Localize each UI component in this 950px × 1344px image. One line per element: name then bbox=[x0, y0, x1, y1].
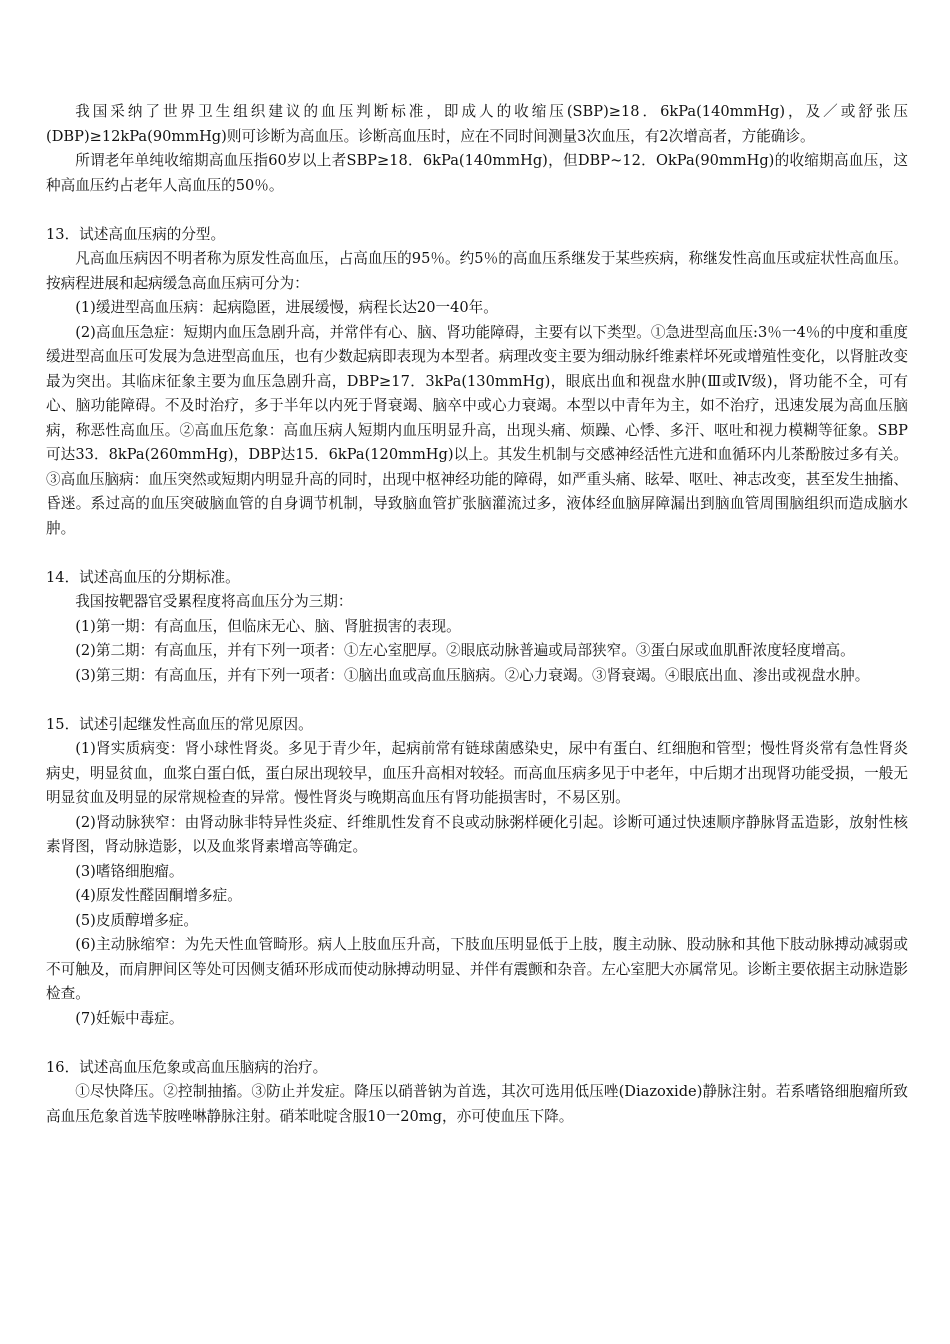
question-13-paragraph-3: (2)高血压急症：短期内血压急剧升高，并常伴有心、脑、肾功能障碍，主要有以下类型。①急进型高血压:3％一4％的中度和重度缓进型高血压可发展为急进型高血压，也有少数起病即表现为本型者。病理改变主要为细动脉纤维素样坏死或增殖性变化，以肾脏改变最为突出。其临床征象主要为血压急剧升高，DBP≥17．3kPa(130mmHg)，眼底出血和视盘水肿(Ⅲ或Ⅳ级)，肾功能不全，可有心、脑功能障碍。不及时治疗，多于半年以内死于肾衰竭、脑卒中或心力衰竭。本型以中青年为主，如不治疗，迅速发展为高血压脑病，称恶性高血压。②高血压危象：高血压病人短期内血压明显升高，出现头痛、烦躁、心悸、多汗、呕吐和视力模糊等征象。SBP可达33．8kPa(260mmHg)，DBP达15．6kPa(120mmHg)以上。其发生机制与交感神经活性亢进和血循环内儿茶酚胺过多有关。③高血压脑病：血压突然或短期内明显升高的同时，出现中枢神经功能的障碍，如严重头痛、眩晕、呕吐、神志改变，甚至发生抽搐、昏迷。系过高的血压突破脑血管的自身调节机制，导致脑血管扩张脑灌流过多，液体经血脑屏障漏出到脑血管周围脑组织而造成脑水肿。 bbox=[46, 323, 908, 537]
intro-paragraph-2: 所谓老年单纯收缩期高血压指60岁以上者SBP≥18．6kPa(140mmHg)，但DBP~12．OkPa(90mmHg)的收缩期高血压，这种高血压约占老年人高血压的50％。 bbox=[46, 152, 908, 194]
question-14-paragraph-4: (3)第三期：有高血压，并有下列一项者：①脑出血或高血压脑病。②心力衰竭。③肾衰竭。④眼底出血、渗出或视盘水肿。 bbox=[75, 666, 870, 684]
question-15-paragraph-2: (2)肾动脉狭窄：由肾动脉非特异性炎症、纤维肌性发育不良或动脉粥样硬化引起。诊断可通过快速顺序静脉肾盂造影，放射性核素肾图，肾动脉造影，以及血浆肾素增高等确定。 bbox=[46, 813, 908, 855]
question-15-title: 15．试述引起继发性高血压的常见原因。 bbox=[46, 715, 313, 733]
question-14-paragraph-2: (1)第一期：有高血压，但临床无心、脑、肾脏损害的表现。 bbox=[75, 617, 461, 635]
question-13-title: 13．试述高血压病的分型。 bbox=[46, 225, 226, 243]
question-15-paragraph-4: (4)原发性醛固酮增多症。 bbox=[75, 887, 242, 904]
question-15-paragraph-7: (7)妊娠中毒症。 bbox=[75, 1009, 184, 1027]
question-15-paragraph-5: (5)皮质醇增多症。 bbox=[75, 911, 199, 929]
section-15 bbox=[46, 713, 908, 1032]
question-16-paragraph-1: ①尽快降压。②控制抽搐。③防止并发症。降压以硝普钠为首选，其次可选用低压唑(Diazoxide)静脉注射。若系嗜铬细胞瘤所致高血压危象首选苄胺唑啉静脉注射。硝苯吡啶含服10一20mg，亦可使血压下降。 bbox=[46, 1083, 908, 1125]
question-15-paragraph-6: (6)主动脉缩窄：为先天性血管畸形。病人上肢血压升高，下肢血压明显低于上肢，腹主动脉、股动脉和其他下肢动脉搏动减弱或不可触及，而肩胛间区等处可因侧支循环形成而使动脉搏动明显、并伴有震颤和杂音。左心室肥大亦属常见。诊断主要依据主动脉造影检查。 bbox=[46, 936, 908, 1002]
question-16-title: 16．试述高血压危象或高血压脑病的治疗。 bbox=[46, 1058, 328, 1076]
section-13 bbox=[46, 223, 908, 542]
question-15-paragraph-3: (3)嗜铬细胞瘤。 bbox=[75, 862, 184, 880]
document-body bbox=[46, 100, 908, 1129]
question-14-paragraph-3: (2)第二期：有高血压，并有下列一项者：①左心室肥厚。②眼底动脉普遍或局部狭窄。③蛋白尿或血肌酐浓度轻度增高。 bbox=[75, 642, 855, 659]
question-14-title: 14．试述高血压的分期标准。 bbox=[46, 568, 240, 586]
question-14-paragraph-1: 我国按靶器官受累程度将高血压分为三期： bbox=[75, 593, 353, 610]
section-16 bbox=[46, 1056, 908, 1130]
intro-paragraph-1: 我国采纳了世界卫生组织建议的血压判断标准，即成人的收缩压(SBP)≥18．6kPa(140mmHg)，及／或舒张压(DBP)≥12kPa(90mmHg)则可诊断为高血压。诊断高血压时，应在不同时间测量3次血压，有2次增高者，方能确诊。 bbox=[46, 103, 908, 145]
question-15-paragraph-1: (1)肾实质病变：肾小球性肾炎。多见于青少年，起病前常有链球菌感染史，尿中有蛋白、红细胞和管型；慢性肾炎常有急性肾炎病史，明显贫血，血浆白蛋白低，蛋白尿出现较早，血压升高相对较轻。而高血压病多见于中老年，中后期才出现肾功能受损，一般无明显贫血及明显的尿常规检查的异常。慢性肾炎与晚期高血压有肾功能损害时，不易区别。 bbox=[46, 740, 908, 806]
question-13-paragraph-2: (1)缓进型高血压病：起病隐匿，进展缓慢，病程长达20一40年。 bbox=[75, 299, 498, 316]
section-14 bbox=[46, 566, 908, 689]
question-13-paragraph-1: 凡高血压病因不明者称为原发性高血压，占高血压的95％。约5％的高血压系继发于某些疾病，称继发性高血压或症状性高血压。按病程进展和起病缓急高血压病可分为： bbox=[46, 250, 908, 292]
